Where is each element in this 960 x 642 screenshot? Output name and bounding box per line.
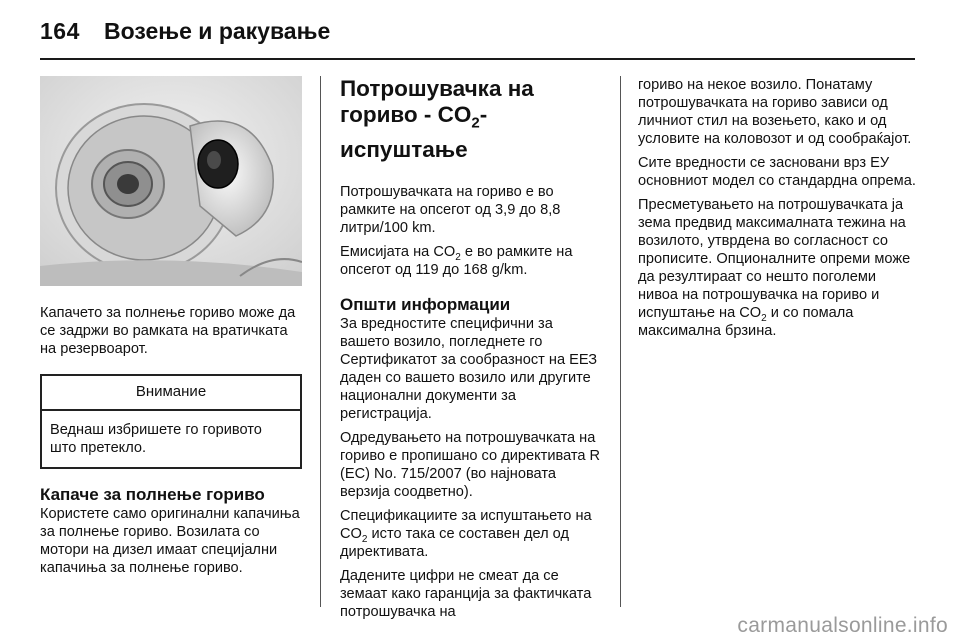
warning-text: Веднаш избришете го горивото што претекло. [50,422,262,456]
consumption-paragraph: Потрошувачката на гориво е во рамките на опсегот од 3,9 до 8,8 литри/100 km. [340,183,561,236]
warning-title: Внимание [42,376,300,411]
figures-paragraph: Дадените цифри не смеат да се земаат како гаранција за фактичката потрошувачка на [340,567,592,620]
consumption-heading: Потрошувачка на гориво - $CO_2$-испуштање [340,76,534,162]
fuel-filler-photo [40,76,302,286]
column-left [40,76,302,577]
general-info-paragraph: За вредностите специфични за вашето возило, погледнете го Сертификатот за сообразност на ЕЕЗ даден со вашето возило или другите национални документи за регистрација. [340,315,598,422]
calculation-paragraph: Пресметувањето на потрошувачката ја зема предвид максималната тежина на возилото, утврдена во согласност со прописите. Опционалните опреми може да резултираат со нешто поголеми нивоа на потрошувачка на гориво и испуштање на $CO_2$ и со помала максимална брзина. [638,197,911,339]
general-info-heading: Општи информации [340,294,511,314]
warning-box [40,374,302,469]
fuel-cap-heading: Капаче за полнење гориво [40,485,265,504]
emission-paragraph: Емисијата на $CO_2$ е во рамките на опсегот од 119 до 168 g/km. [340,243,573,278]
column-right [638,76,918,340]
directive-paragraph: Одредувањето на потрошувачката на гориво е пропишано со директивата R (EC) No. 715/2007 (во најновата верзија соодветно). [340,429,601,500]
page-number: 164 [40,18,80,44]
column-divider [320,76,321,607]
eu-model-paragraph: Сите вредности се засновани врз ЕУ основниот модел со стандардна опрема. [638,155,916,189]
column-divider [620,76,621,607]
watermark: carmanualsonline.info [737,614,948,637]
specification-paragraph: Спецификациите за испуштањето на $CO_2$ исто така се составен дел од директивата. [340,507,592,560]
header-rule [40,58,915,60]
column-middle [340,76,604,621]
photo-caption: Капачето за полнење гориво може да се задржи во рамката на вратичката на резервоарот. [40,305,296,357]
page-header-title: Возење и ракување [104,18,331,44]
continued-paragraph: гориво на некое возило. Понатаму потрошувачката на гориво зависи од личниот стил на возењето, како и од условите на коловозот и од сообраќајот. [638,77,912,147]
fuel-cap-text: Користете само оригинални капачиња за полнење гориво. Возилата со мотори на дизел имаат специјални капачиња за полнење гориво. [40,506,300,576]
